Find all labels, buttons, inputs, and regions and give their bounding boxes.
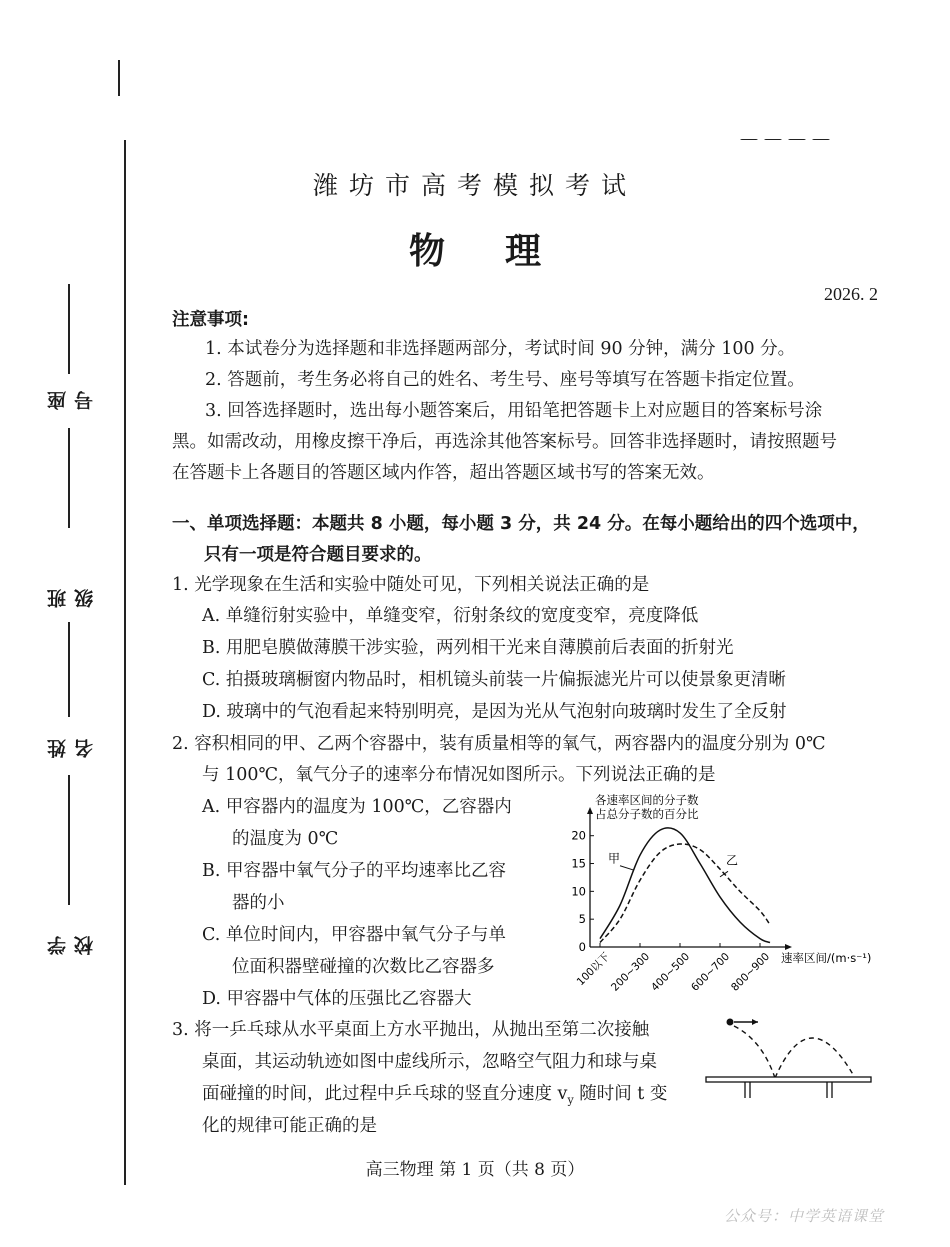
x-tick-label: 400~500 (649, 950, 693, 994)
q1-option-d: D. 玻璃中的气泡看起来特别明亮，是因为光从气泡射向玻璃时发生了全反射 (202, 702, 787, 722)
q1-option-a: A. 单缝衍射实验中，单缝变窄，衍射条纹的宽度变窄，亮度降低 (202, 606, 699, 626)
q2-option-b-line-2: 器的小 (232, 893, 285, 913)
speed-distribution-chart (555, 790, 885, 995)
series-line-1 (600, 828, 770, 943)
x-tick-label: 800~900 (729, 950, 773, 994)
trajectory-segment-2 (775, 1038, 855, 1078)
class-line[interactable] (68, 622, 70, 717)
seat-line[interactable] (68, 284, 70, 374)
x-axis-arrow-icon (785, 944, 792, 950)
q2-option-a-line-1: A. 甲容器内的温度为 100℃，乙容器内 (202, 797, 512, 817)
q3-stem-line-1: 3. 将一乒乓球从水平桌面上方水平抛出，从抛出至第二次接触 (172, 1020, 650, 1040)
q2-option-a-line-2: 的温度为 0℃ (232, 829, 339, 849)
q3-subscript: y (567, 1093, 574, 1107)
q2-option-c-line-2: 位面积器壁碰撞的次数比乙容器多 (232, 957, 495, 977)
q3-stem-line-4: 化的规律可能正确的是 (202, 1116, 377, 1136)
y-tick-label: 0 (578, 940, 586, 954)
notice-item-1: 1. 本试卷分为选择题和非选择题两部分，考试时间 90 分钟，满分 100 分。 (205, 339, 796, 359)
seat-label: 座号 (47, 389, 96, 411)
y-tick-label: 20 (571, 828, 586, 843)
class-label: 班级 (47, 587, 96, 609)
exam-date: 2026. 2 (824, 284, 878, 304)
notice-item-3-line-2: 黑。如需改动，用橡皮擦干净后，再选涂其他答案标号。回答非选择题时，请按照题号 (172, 432, 837, 452)
q3-stem-line-3-text: 面碰撞的时间，此过程中乒乓球的竖直分速度 v (202, 1084, 568, 1104)
notice-item-3-line-3: 在答题卡上各题目的答题区域内作答，超出答题区域书写的答案无效。 (172, 463, 715, 483)
ball-trajectory-figure (700, 1010, 880, 1105)
y-tick-label: 15 (571, 856, 586, 871)
exam-subtitle: 潍坊市高考模拟考试 (312, 171, 637, 200)
binding-tick (118, 60, 120, 96)
notice-heading: 注意事项: (172, 310, 249, 330)
class-field (44, 578, 94, 618)
seat-line-lower[interactable] (68, 428, 70, 528)
y-tick-label: 10 (571, 884, 586, 899)
chart-ylabel-line-1: 各速率区间的分子数 (595, 793, 699, 807)
q3-stem-line-2: 桌面，其运动轨迹如图中虚线所示，忽略空气阻力和球与桌 (202, 1052, 657, 1072)
series-label-jia: 甲 (608, 851, 621, 866)
x-tick-label: 100以下 (574, 950, 613, 989)
section-heading-line-2: 只有一项是符合题目要求的。 (204, 545, 432, 565)
series-label-jia-leader (620, 866, 634, 870)
trajectory-segment-1 (734, 1026, 775, 1078)
ball-icon (727, 1019, 734, 1026)
q1-option-b: B. 用肥皂膜做薄膜干涉实验，两列相干光来自薄膜前后表面的折射光 (202, 638, 734, 658)
q1-option-c: C. 拍摄玻璃橱窗内物品时，相机镜头前装一片偏振滤光片可以使景象更清晰 (202, 670, 786, 690)
q2-stem-line-2: 与 100℃，氧气分子的速率分布情况如图所示。下列说法正确的是 (202, 765, 716, 785)
table-top (706, 1077, 871, 1082)
chart-xlabel: 速率区间/(m·s⁻¹) (781, 951, 872, 965)
chart-ylabel-line-2: 占总分子数的百分比 (595, 807, 699, 821)
name-line[interactable] (68, 775, 70, 905)
series-label-yi: 乙 (726, 853, 739, 868)
page-title: 物理 (408, 231, 601, 272)
q2-option-d: D. 甲容器中气体的压强比乙容器大 (202, 989, 472, 1009)
name-field (44, 728, 94, 768)
q2-stem-line-1: 2. 容积相同的甲、乙两个容器中，装有质量相等的氧气，两容器内的温度分别为 0℃ (172, 734, 826, 754)
cropped-corner-text (740, 130, 850, 140)
x-tick-label: 600~700 (689, 950, 733, 994)
section-heading-line-1: 一、单项选择题：本题共 8 小题，每小题 3 分，共 24 分。在每小题给出的四个选项中， (172, 514, 870, 534)
name-label: 姓名 (47, 737, 96, 759)
school-field (44, 925, 94, 965)
notice-item-3-line-1: 3. 回答选择题时，选出每小题答案后，用铅笔把答题卡上对应题目的答案标号涂 (205, 401, 823, 421)
watermark: 公众号：中学英语课堂 (723, 1207, 884, 1225)
page-footer: 高三物理 第 1 页（共 8 页） (365, 1160, 585, 1180)
binding-line (124, 140, 126, 1185)
school-label: 学校 (47, 934, 96, 956)
seat-field (44, 380, 94, 420)
q2-option-b-line-1: B. 甲容器中氧气分子的平均速率比乙容 (202, 861, 506, 881)
x-tick-label: 200~300 (609, 950, 653, 994)
q1-stem: 1. 光学现象在生活和实验中随处可见，下列相关说法正确的是 (172, 575, 650, 595)
y-axis-arrow-icon (587, 807, 593, 814)
q2-option-c-line-1: C. 单位时间内，甲容器中氧气分子与单 (202, 925, 506, 945)
y-tick-label: 5 (578, 912, 586, 927)
q3-stem-line-3-tail: 随时间 t 变 (573, 1084, 668, 1104)
arrow-head-icon (752, 1019, 758, 1025)
series-label-yi-leader (720, 871, 728, 877)
notice-item-2: 2. 答题前，考生务必将自己的姓名、考生号、座号等填写在答题卡指定位置。 (205, 370, 805, 390)
